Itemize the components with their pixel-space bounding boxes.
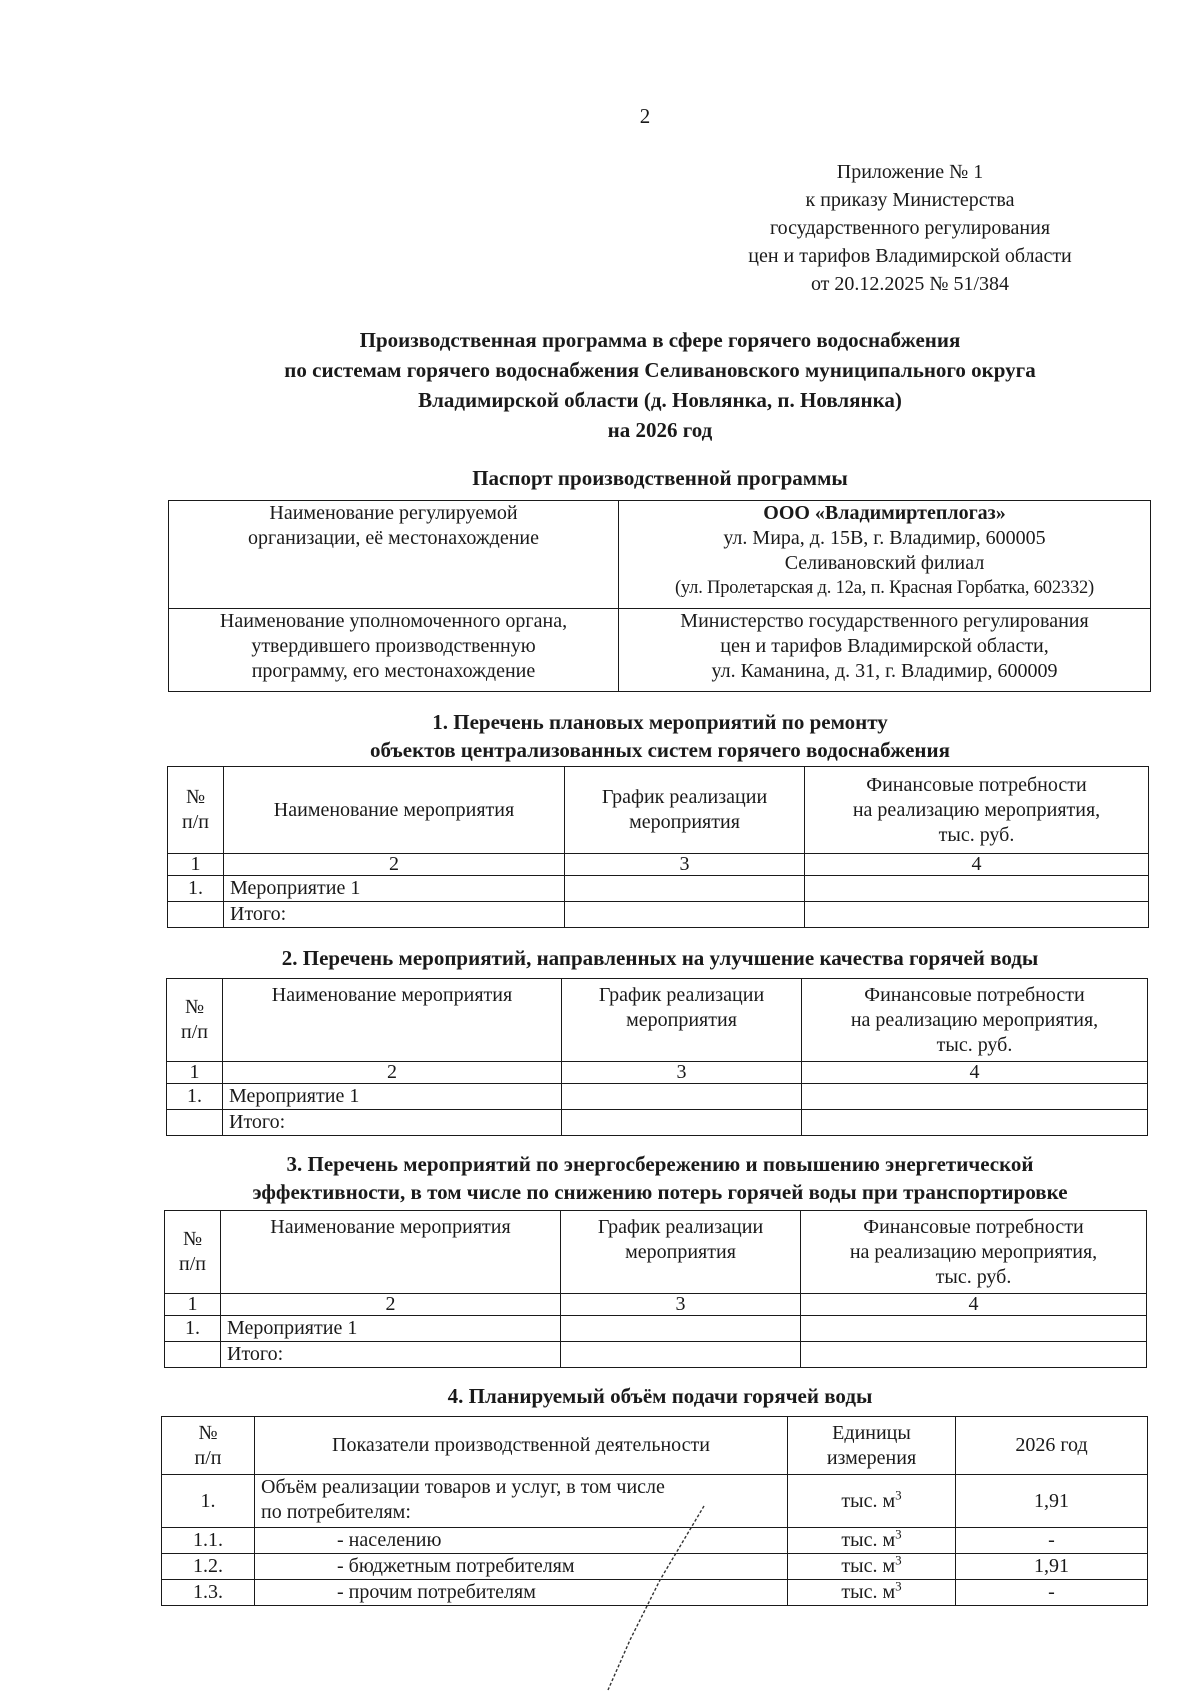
col-indicator-header: Показатели производственной деятельности	[255, 1417, 788, 1475]
col-finance-header: Финансовые потребности на реализацию мероприятия, тыс. руб.	[802, 979, 1148, 1062]
unit-cell: тыс. $м^3$	[788, 1475, 956, 1528]
column-index-row: 1 2 3 4	[168, 854, 1149, 876]
col-num-header: № п/п	[167, 979, 223, 1062]
table-total-row: Итого:	[165, 1342, 1147, 1368]
title-line: Владимирской области (д. Новлянка, п. Новлянка)	[418, 388, 902, 412]
document-title	[160, 325, 1160, 445]
col-unit-header: Единицы измерения	[788, 1417, 956, 1475]
appendix-line: Приложение № 1	[836, 161, 984, 183]
strike-mark	[600, 1500, 720, 1700]
column-index-row: 1 2 3 4	[165, 1294, 1147, 1316]
section-2-table	[166, 978, 1148, 1136]
passport-row-organization	[169, 501, 1151, 609]
volume-row: 1. Объём реализации товаров и услуг, в том числе по потребителям: тыс. $м^3$ 1,91	[162, 1475, 1148, 1528]
organization-name: ООО «Владимиртеплогаз»	[763, 502, 1006, 524]
col-num-header: № п/п	[168, 767, 224, 854]
appendix-date-line: от 20.12.2025 № 51/384	[810, 273, 1010, 295]
passport-label: Наименование уполномоченного органа, утвердившего производственную программу, его местонахождение	[169, 609, 619, 692]
column-index-row: 1 2 3 4	[167, 1062, 1148, 1084]
appendix-line: к приказу Министерства	[805, 189, 1015, 211]
col-name-header: Наименование мероприятия	[224, 767, 565, 854]
section-1-table	[167, 766, 1149, 928]
passport-label: Наименование регулируемой организации, её местонахождение	[169, 501, 619, 609]
col-num-header: № п/п	[162, 1417, 255, 1475]
section-3-title: 3. Перечень мероприятий по энергосбережению и повышению энергетической эффективности, в том числе по снижению потерь горячей воды при транспортировке	[252, 1152, 1068, 1204]
col-schedule-header: График реализации мероприятия	[561, 1211, 801, 1294]
passport-title: Паспорт производственной программы	[472, 466, 848, 490]
unit-cell: тыс. $м^3$	[788, 1580, 956, 1606]
table-total-row: Итого:	[167, 1110, 1148, 1136]
value-cell: -	[956, 1528, 1148, 1554]
volume-header-row	[162, 1417, 1148, 1475]
volume-row: 1.2. - бюджетным потребителям тыс. $м^3$ 1,91	[162, 1554, 1148, 1580]
passport-value: Министерство государственного регулирования цен и тарифов Владимирской области, ул. Каманина, д. 31, г. Владимир, 600009	[619, 609, 1151, 692]
title-line: по системам горячего водоснабжения Селивановского муниципального округа	[284, 358, 1036, 382]
col-name-header: Наименование мероприятия	[223, 979, 562, 1062]
table-header-row	[168, 767, 1149, 854]
strike-line	[608, 1506, 704, 1690]
table-row: 1. Мероприятие 1	[168, 876, 1149, 902]
value-cell: -	[956, 1580, 1148, 1606]
volume-row: 1.1. - населению тыс. $м^3$ -	[162, 1528, 1148, 1554]
value-cell: 1,91	[956, 1475, 1148, 1528]
col-year-header: 2026 год	[956, 1417, 1148, 1475]
title-line: Производственная программа в сфере горячего водоснабжения	[359, 328, 961, 352]
title-line: на 2026 год	[607, 418, 713, 442]
col-finance-header: Финансовые потребности на реализацию мероприятия, тыс. руб.	[805, 767, 1149, 854]
col-num-header: № п/п	[165, 1211, 221, 1294]
appendix-line: государственного регулирования	[769, 217, 1051, 239]
indicator-cell: Объём реализации товаров и услуг, в том числе по потребителям:	[255, 1475, 788, 1528]
volume-row: 1.3. - прочим потребителям тыс. $м^3$ -	[162, 1580, 1148, 1606]
appendix-block	[690, 158, 1130, 298]
section-4-title: 4. Планируемый объём подачи горячей воды	[447, 1384, 873, 1408]
section-2-title: 2. Перечень мероприятий, направленных на улучшение качества горячей воды	[281, 946, 1039, 970]
unit-cell: тыс. $м^3$	[788, 1528, 956, 1554]
section-3-table	[164, 1210, 1147, 1368]
value-cell: 1,91	[956, 1554, 1148, 1580]
table-row: 1. Мероприятие 1	[165, 1316, 1147, 1342]
col-schedule-header: График реализации мероприятия	[562, 979, 802, 1062]
col-finance-header: Финансовые потребности на реализацию мероприятия, тыс. руб.	[801, 1211, 1147, 1294]
col-name-header: Наименование мероприятия	[221, 1211, 561, 1294]
col-schedule-header: График реализации мероприятия	[565, 767, 805, 854]
table-header-row	[165, 1211, 1147, 1294]
passport-value: ООО «Владимиртеплогаз» ул. Мира, д. 15В, г. Владимир, 600005 Селивановский филиал (ул. Пролетарская д. 12а, п. Красная Горбатка, 602332)	[619, 501, 1151, 609]
section-1-title: 1. Перечень плановых мероприятий по ремонту объектов централизованных систем горячего водоснабжения	[370, 710, 950, 762]
unit-cell: тыс. $м^3$	[788, 1554, 956, 1580]
table-total-row: Итого:	[168, 902, 1149, 928]
appendix-line: цен и тарифов Владимирской области	[748, 245, 1072, 267]
table-header-row	[167, 979, 1148, 1062]
page-number: 2	[639, 104, 651, 128]
passport-row-authority	[169, 609, 1151, 692]
passport-table	[168, 500, 1151, 692]
table-row: 1. Мероприятие 1	[167, 1084, 1148, 1110]
